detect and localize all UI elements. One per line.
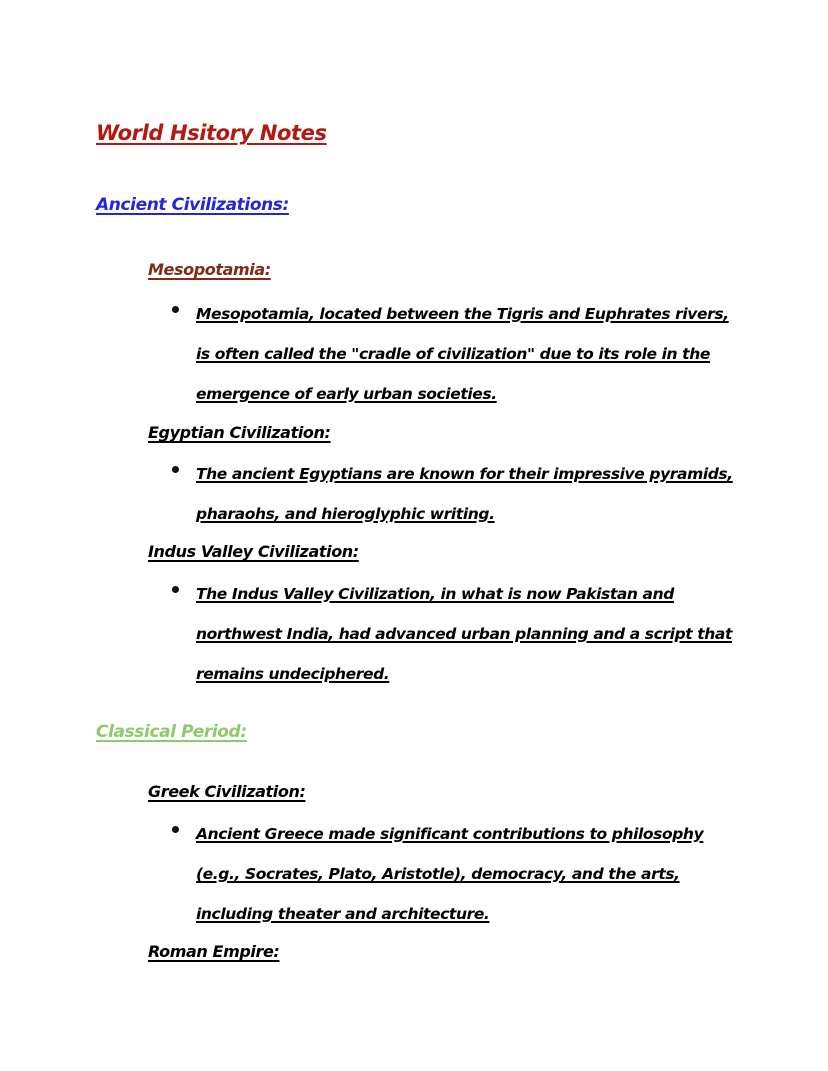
bullet-list-mesopotamia bbox=[170, 294, 745, 414]
subsection-heading-greek-civilization: Greek Civilization: bbox=[148, 782, 306, 801]
bullet-list-indus-valley-civilization bbox=[170, 574, 745, 694]
bullet-dot-icon bbox=[172, 586, 179, 593]
bullet-dot-icon bbox=[172, 826, 179, 833]
subsection-heading-mesopotamia: Mesopotamia: bbox=[148, 260, 271, 279]
list-item-text: The Indus Valley Civilization, in what is now Pakistan and northwest India, had advanced urban planning and a script that remains undeciphered. bbox=[196, 585, 732, 683]
bullet-dot-icon bbox=[172, 306, 179, 313]
list-item-text: The ancient Egyptians are known for their impressive pyramids, pharaohs, and hieroglyphic writing. bbox=[196, 465, 733, 523]
bullet-dot-icon bbox=[172, 466, 179, 473]
list-item bbox=[170, 814, 745, 934]
bullet-list-greek-civilization bbox=[170, 814, 745, 934]
section-heading-ancient-civilizations: Ancient Civilizations: bbox=[96, 195, 289, 215]
list-item bbox=[170, 454, 745, 534]
list-item bbox=[170, 574, 745, 694]
subsection-heading-egyptian-civilization: Egyptian Civilization: bbox=[148, 423, 331, 442]
list-item-text: Mesopotamia, located between the Tigris and Euphrates rivers, is often called the "cradle of civilization" due to its role in the emergence of early urban societies. bbox=[196, 305, 729, 403]
section-heading-classical-period: Classical Period: bbox=[96, 722, 247, 742]
list-item-text: Ancient Greece made significant contributions to philosophy (e.g., Socrates, Plato, Aristotle), democracy, and the arts, including theater and architecture. bbox=[196, 825, 704, 923]
page-title: World Hsitory Notes bbox=[96, 121, 327, 145]
subsection-heading-indus-valley-civilization: Indus Valley Civilization: bbox=[148, 542, 359, 561]
subsection-heading-roman-empire: Roman Empire: bbox=[148, 942, 280, 961]
bullet-list-egyptian-civilization bbox=[170, 454, 745, 534]
list-item bbox=[170, 294, 745, 414]
